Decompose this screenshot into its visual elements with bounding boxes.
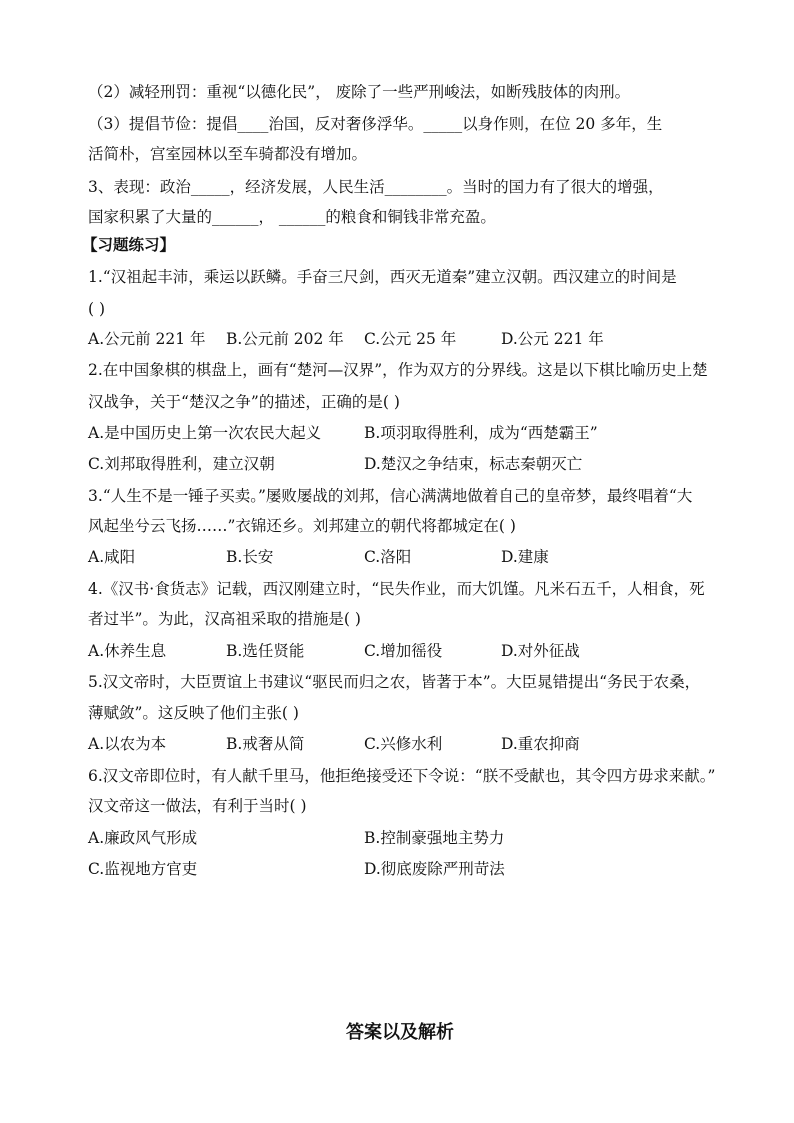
- note-line-1: （2）减轻刑罚：重视“以德化民”， 废除了一些严刑峻法，如断残肢体的肉刑。: [88, 83, 631, 101]
- note-line-3: 活简朴，宫室园林以至车骑都没有增加。: [88, 145, 368, 163]
- question-1-option-c: C.公元 25 年: [364, 330, 457, 348]
- question-3-option-b: B.长安: [226, 548, 274, 566]
- question-1-option-d: D.公元 221 年: [501, 330, 604, 348]
- question-6-option-d: D.彻底废除严刑苛法: [364, 860, 505, 878]
- question-2-line-1: 2.在中国象棋的棋盘上，画有“楚河—汉界”，作为双方的分界线。这是以下棋比喻历史上楚: [88, 361, 708, 379]
- question-4-option-b: B.选任贤能: [226, 642, 305, 660]
- question-6-option-b: B.控制豪强地主势力: [364, 829, 505, 847]
- answer-heading: 答案以及解析: [346, 1022, 454, 1043]
- note-line-5: 国家积累了大量的______， ______的粮食和铜钱非常充盈。: [88, 208, 496, 226]
- question-3-option-d: D.建康: [501, 548, 549, 566]
- question-2-option-d: D.楚汉之争结束，标志秦朝灭亡: [364, 455, 583, 473]
- question-3-line-1: 3.“人生不是一锤子买卖。”屡败屡战的刘邦，信心满满地做着自己的皇帝梦，最终唱着“大: [88, 487, 693, 505]
- question-4-option-a: A.休养生息: [88, 642, 167, 660]
- question-5-option-b: B.戒奢从简: [226, 735, 305, 753]
- question-5-option-d: D.重农抑商: [501, 735, 580, 753]
- question-6-option-c: C.监视地方官吏: [88, 860, 198, 878]
- section-title: 【习题练习】: [82, 235, 176, 254]
- question-6-line-1: 6.汉文帝即位时，有人献千里马，他拒绝接受还下令说：“朕不受献也，其令四方毋求来献。”: [88, 767, 716, 785]
- question-3-option-a: A.咸阳: [88, 548, 136, 566]
- question-1-line-1: 1.“汉祖起丰沛，乘运以跃鳞。手奋三尺剑，西灭无道秦”建立汉朝。西汉建立的时间是: [88, 268, 677, 286]
- question-5-option-c: C.兴修水利: [364, 735, 443, 753]
- question-6-line-2: 汉文帝这一做法，有利于当时( ): [88, 797, 307, 815]
- question-2-option-a: A.是中国历史上第一次农民大起义: [88, 424, 322, 442]
- question-6-option-a: A.廉政风气形成: [88, 829, 198, 847]
- question-4-option-d: D.对外征战: [501, 642, 580, 660]
- question-2-option-b: B.项羽取得胜利，成为“西楚霸王”: [364, 424, 598, 442]
- question-5-line-1: 5.汉文帝时，大臣贾谊上书建议“驱民而归之农，皆著于本”。大臣晁错提出“务民于农桑，: [88, 673, 701, 691]
- question-2-option-c: C.刘邦取得胜利，建立汉朝: [88, 455, 275, 473]
- question-4-line-1: 4.《汉书·食货志》记载，西汉刚建立时，“民失作业，而大饥馑。凡米石五千，人相食，死: [88, 580, 705, 598]
- question-5-line-2: 薄赋敛”。这反映了他们主张( ): [88, 704, 299, 722]
- question-1-line-2: ( ): [88, 300, 106, 318]
- question-3-option-c: C.洛阳: [364, 548, 412, 566]
- question-2-line-2: 汉战争，关于“楚汉之争”的描述，正确的是( ): [88, 393, 400, 411]
- question-1-option-b: B.公元前 202 年: [226, 330, 344, 348]
- question-4-line-2: 者过半”。为此，汉高祖采取的措施是( ): [88, 610, 361, 628]
- note-line-2: （3）提倡节俭：提倡____治国，反对奢侈浮华。_____以身作则，在位 20 多年，生: [88, 115, 663, 133]
- question-3-line-2: 风起坐兮云飞扬……”衣锦还乡。刘邦建立的朝代将都城定在( ): [88, 517, 516, 535]
- question-1-option-a: A.公元前 221 年: [88, 330, 206, 348]
- question-5-option-a: A.以农为本: [88, 735, 167, 753]
- note-line-4: 3、表现：政治_____，经济发展，人民生活________。当时的国力有了很大的增强，: [88, 178, 664, 196]
- question-4-option-c: C.增加徭役: [364, 642, 443, 660]
